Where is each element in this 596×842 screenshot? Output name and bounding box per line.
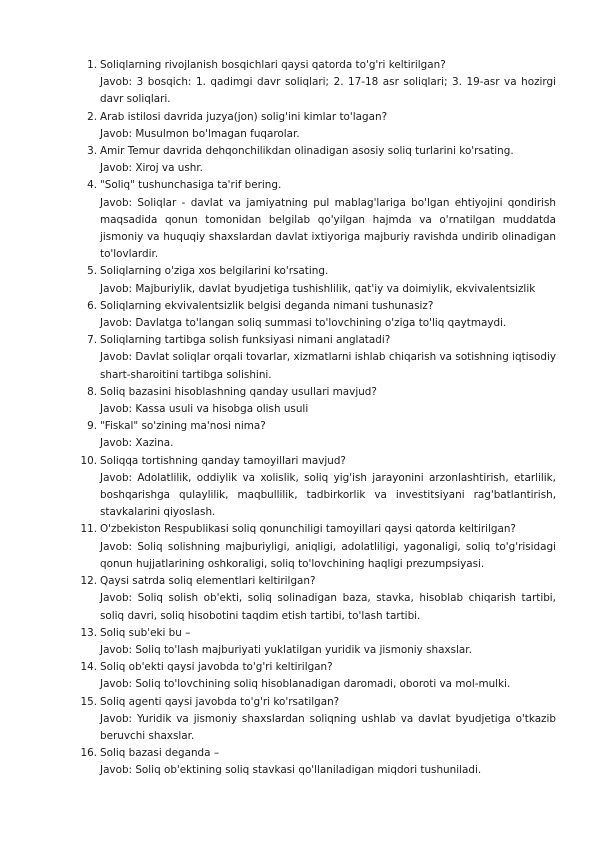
question-text: Soliqlarning tartibga solish funksiyasi nimani anglatadi? (100, 334, 391, 347)
answer-text: Javob: Musulmon bo'lmagan fuqarolar. (100, 127, 300, 140)
question-text: "Fiskal" so'zining ma'nosi nima? (100, 420, 266, 433)
answer-text: Javob: Soliq solishning majburiyligi, aniqligi, adolatliligi, yagonaligi, soliq to'g'risidagi qonun hujjatlarining oshkoraligi, soliq to'lovchining haqligi prezumpsiyasi. (100, 540, 556, 570)
answer-text: Javob: Soliq to'lovchining soliq hisoblanadigan daromadi, oboroti va mol-mulki. (100, 678, 511, 691)
question-text: Soliq bazasi deganda – (100, 747, 220, 760)
question-item (0, 263, 596, 297)
question-item (0, 625, 596, 659)
question-item (0, 521, 596, 573)
question-number: 10. (80, 454, 97, 467)
question-number: 13. (80, 626, 97, 639)
answer-text: Javob: Adolatlilik, oddiylik va xolislik, soliq yig'ish jarayonini arzonlashtirish, etarlilik, boshqarishga qulaylilik, maqbullilik, tadbirkorlik va investitsiyani rag'batlantirish, stavkalarini qiyoslash. (100, 471, 556, 519)
question-text: Arab istilosi davrida juzya(jon) solig'ini kimlar to'lagan? (100, 110, 388, 123)
question-text: Amir Temur davrida dehqonchilikdan olinadigan asosiy soliq turlarini ko'rsating. (100, 145, 514, 158)
question-text: Soliqlarning o'ziga xos belgilarini ko'rsating. (100, 265, 329, 278)
document-page (0, 57, 596, 780)
question-number: 16. (80, 747, 97, 760)
question-item (0, 332, 596, 384)
question-text: Soliq ob'ekti qaysi javobda to'g'ri keltirilgan? (100, 661, 333, 674)
question-list (0, 57, 596, 780)
question-number: 15. (80, 695, 97, 708)
question-number: 12. (80, 575, 97, 588)
answer-text: Javob: Kassa usuli va hisobga olish usuli (100, 403, 309, 416)
answer-text: Javob: Soliqlar - davlat va jamiyatning pul mablag'lariga bo'lgan ehtiyojini qondirish maqsadida qonun tomonidan belgilab qo'yilgan hajmda va o'rnatilgan muddatda jismoniy va huquqiy shaxslardan davlat ixtiyoriga majburiy ravishda undirib olinadigan to'lovlardir. (100, 196, 556, 261)
question-text: Soliqqa tortishning qanday tamoyillari mavjud? (100, 454, 346, 467)
question-text: Soliq bazasini hisoblashning qanday usullari mavjud? (100, 385, 377, 398)
question-item (0, 298, 596, 332)
question-number: 6. (87, 299, 97, 312)
question-item (0, 177, 596, 263)
question-number: 8. (87, 385, 97, 398)
question-item (0, 573, 596, 625)
question-item (0, 384, 596, 418)
question-text: Soliqlarning rivojlanish bosqichlari qaysi qatorda to'g'ri keltirilgan? (100, 59, 446, 71)
question-item (0, 745, 596, 779)
question-item (0, 659, 596, 693)
question-text: Soliq sub'eki bu – (100, 626, 191, 639)
question-number: 7. (87, 334, 97, 347)
question-item (0, 694, 596, 746)
answer-text: Javob: Xiroj va ushr. (100, 162, 203, 175)
answer-text: Javob: Yuridik va jismoniy shaxslardan soliqning ushlab va davlat byudjetiga o'tkazib beruvchi shaxslar. (100, 712, 556, 742)
question-text: Soliq agenti qaysi javobda to'g'ri ko'rsatilgan? (100, 695, 340, 708)
answer-text: Javob: Davlat soliqlar orqali tovarlar, xizmatlarni ishlab chiqarish va sotishning iqtisodiy shart-sharoitini tartibga solishini. (100, 351, 556, 381)
question-text: Qaysi satrda soliq elementlari keltirilgan? (100, 575, 316, 588)
answer-text: Javob: Xazina. (100, 437, 174, 450)
question-item (0, 143, 596, 177)
question-text: "Soliq" tushunchasiga ta'rif bering. (100, 179, 282, 192)
question-item (0, 57, 596, 109)
question-item (0, 418, 596, 452)
answer-text: Javob: Soliq ob'ektining soliq stavkasi qo'llaniladigan miqdori tushuniladi. (100, 764, 482, 777)
question-number: 4. (87, 179, 97, 192)
question-number: 5. (87, 265, 97, 278)
question-text: Soliqlarning ekvivalentsizlik belgisi deganda nimani tushunasiz? (100, 299, 434, 312)
question-number: 14. (80, 661, 97, 674)
answer-text: Javob: Majburiylik, davlat byudjetiga tushishlilik, qat'iy va doimiylik, ekvivalentsizlik (100, 282, 536, 295)
question-number: 2. (87, 110, 97, 123)
question-text: O'zbekiston Respublikasi soliq qonunchiligi tamoyillari qaysi qatorda keltirilgan? (100, 523, 516, 536)
answer-text: Javob: Soliq to'lash majburiyati yuklatilgan yuridik va jismoniy shaxslar. (100, 643, 472, 656)
answer-text: Javob: Soliq solish ob'ekti, soliq solinadigan baza, stavka, hisoblab chiqarish tartibi, soliq davri, soliq hisobotini taqdim etish tartibi, to'lash tartibi. (100, 592, 556, 622)
question-number: 1. (87, 59, 97, 71)
question-number: 9. (87, 420, 97, 433)
answer-text: Javob: Davlatga to'langan soliq summasi to'lovchining o'ziga to'liq qaytmaydi. (100, 317, 507, 330)
answer-text: Javob: 3 bosqich: 1. qadimgi davr soliqlari; 2. 17-18 asr soliqlari; 3. 19-asr va hozirgi davr soliqlari. (100, 76, 556, 106)
question-item (0, 109, 596, 143)
question-item (0, 453, 596, 522)
question-number: 3. (87, 145, 97, 158)
question-number: 11. (80, 523, 97, 536)
